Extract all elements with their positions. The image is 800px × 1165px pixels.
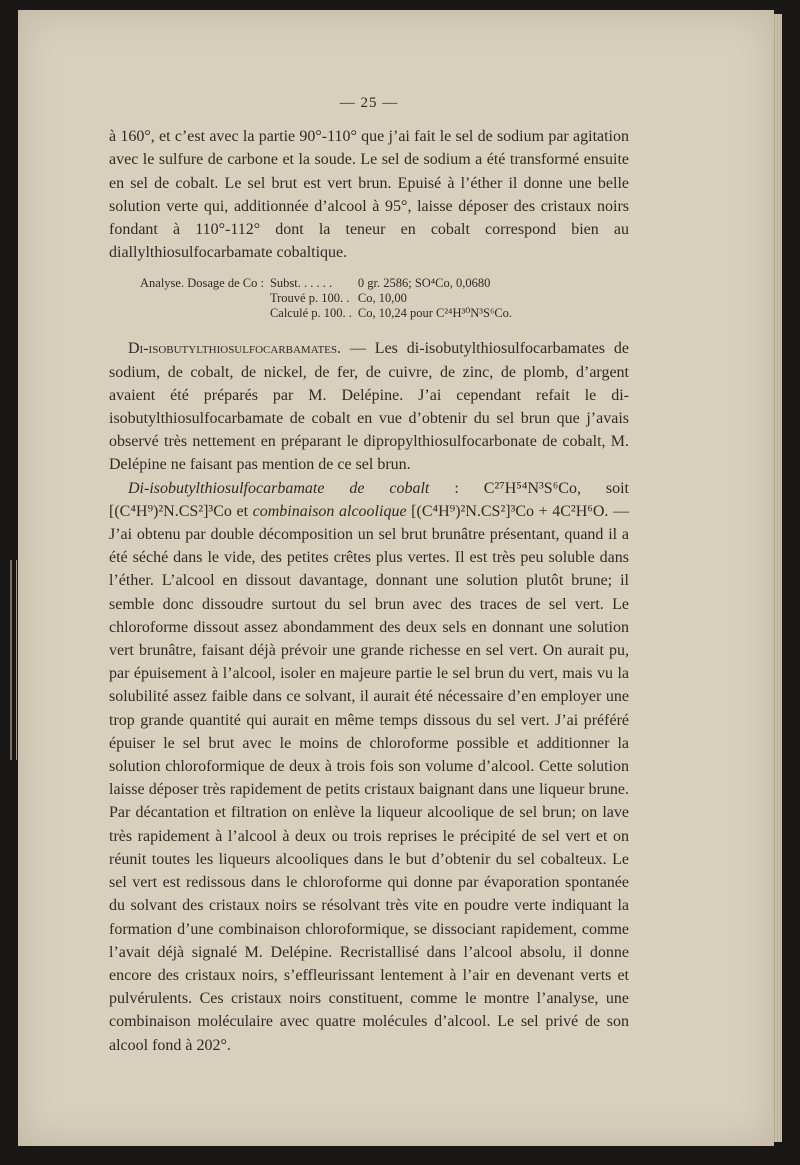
analysis-label: Analyse. Dosage de Co : (140, 276, 264, 291)
analysis-value: 0 gr. 2586; SO⁴Co, 0,0680 (357, 276, 491, 291)
section-paragraph (109, 337, 629, 476)
analysis-row (137, 291, 515, 306)
paragraph-3 (109, 477, 629, 1057)
section-text: — Les di-isobutylthiosulfocarbamates de sodium, de cobalt, de nickel, de fer, de cuivre, de zinc, de plomb, d’argent avaient été préparés par M. Delépine. J’ai cependant refait le di-isobutylthiosulfocarbamate de cobalt en vue d’obtenir du sel brun que j’avais observé très nettement en préparant le dipropylthiosulfocarbonate de cobalt, M. Delépine ne faisant pas mention de ce sel brun. (109, 340, 629, 474)
analysis-value: Co, 10,00 (357, 291, 407, 306)
compound-title: Di-isobutylthiosulfocarbamate de cobalt (128, 479, 430, 497)
analysis-value: Co, 10,24 pour C²⁴H³⁰N³S⁶Co. (357, 306, 513, 321)
page-edge-stack (772, 14, 782, 1142)
paragraph-3-text: J’ai obtenu par double décomposition un sel brut brunâtre présentant, quand il a été séché dans le vide, des petites crêtes plus vertes. Il est très peu soluble dans l’éther. L’alcool en dissout davantage, donnant une solution plutôt brune; il semble donc dissoudre surtout du sel brun avec des traces de sel vert. Le chloroforme dissout assez abondamment des deux sels en donnant une solution vert brunâtre, faisant déjà prévoir une grande richesse en sel vert. On aurait pu, par épuisement à l’alcool, isoler en majeure partie le sel brun du vert, mais vu la solubilité assez faible dans ce solvant, il aurait été nécessaire d’en employer une trop grande quantité qui aurait en même temps dissous du sel vert. J’ai préféré épuiser le sel brut avec le moins de chloroforme possible et additionner la solution chloroformique de deux à trois fois son volume d’alcool. Cette solution laisse déposer très rapidement de petits cristaux baignant dans une liqueur brune. Par décantation et filtration on enlève la liqueur alcoolique de sel brun; on lave très rapidement à l’alcool à deux ou trois reprises le précipité de sel vert et on réunit toutes les liqueurs alcooliques dans le but d’obtenir du sel cobalteux. Le sel vert est redissous dans le chloroforme qui donne par évaporation spontanée du solvant des cristaux noirs se résolvant très vite en poudre verte indiquant la formation d’une combinaison chloroformique, se dissociant rapidement, comme l’avait déjà signalé M. Delépine. Recristallisé dans l’alcool absolu, il donne encore des cristaux noirs, s’effleurissant lentement à l’air en devenant verts et pulvérulents. Ces cristaux noirs constituent, comme le montre l’analyse, une combinaison moléculaire avec quatre molécules d’alcool. Le sel privé de son alcool fond à 202°. (109, 526, 629, 1054)
section-heading: Di-isobutylthiosulfocarbamates. (128, 340, 341, 358)
analysis-item: Trouvé p. 100. . (269, 291, 350, 306)
analysis-row (137, 276, 515, 291)
analysis-item: Calculé p. 100. . (269, 306, 352, 321)
binding-mark (10, 560, 17, 760)
page-number: — 25 — (339, 95, 399, 111)
compound-subtitle: combinaison alcoolique (252, 502, 407, 520)
analysis-item: Subst. . . . . . (269, 276, 333, 291)
paragraph-1: à 160°, et c’est avec la partie 90°-110° que j’ai fait le sel de sodium par agitation avec le sulfure de carbone et la soude. Le sel de sodium a été transformé ensuite en sel de cobalt. Le sel brut est vert brun. Epuisé à l’éther il donne une belle solution verte qui, additionnée d’alcool à 95°, laisse déposer des cristaux noirs fondant à 110°-112° dont la teneur en cobalt correspond bien au diallylthiosulfocarbamate cobaltique. (109, 128, 629, 262)
analysis-row (137, 306, 515, 321)
analysis-table (137, 276, 515, 321)
compound-formula: : C²⁷H⁵⁴N³S⁶Co, soit [(C⁴H⁹)²N.CS²]³Co et (109, 479, 629, 520)
page-text-block (109, 92, 629, 1057)
compound-formula-2: [(C⁴H⁹)²N.CS²]³Co + 4C²H⁶O. — (406, 502, 630, 520)
